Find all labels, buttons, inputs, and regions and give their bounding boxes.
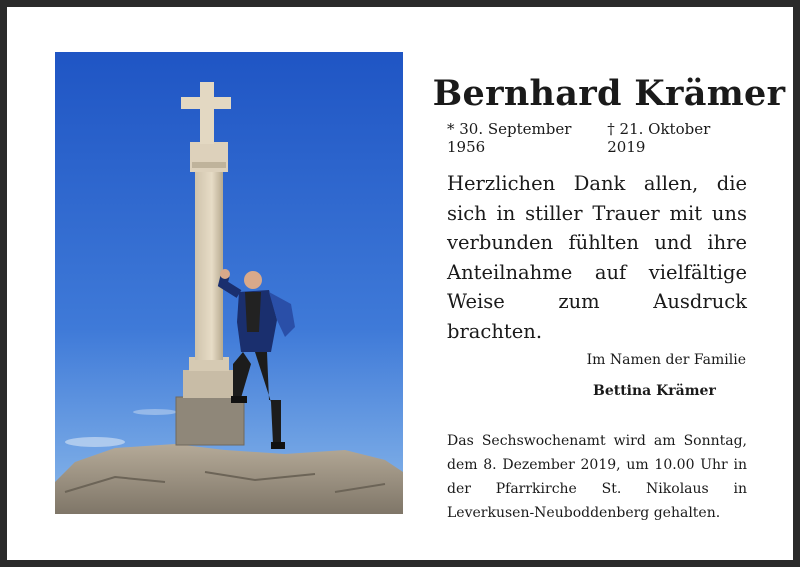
death-date: † 21. Oktober 2019 <box>607 120 711 156</box>
obituary-card <box>7 7 793 560</box>
cross-column <box>195 170 223 360</box>
cross <box>200 82 214 144</box>
signer-name: Bettina Krämer <box>593 383 716 399</box>
cross-pedestal <box>176 397 244 445</box>
life-dates <box>447 120 747 156</box>
thanks-text: Herzlichen Dank allen, die sich in stiller Trauer mit uns verbunden fühlten und ihre Anteilnahme auf vielfältige Weise zum Ausdruck brachten. <box>447 172 747 343</box>
family-line: Im Namen der Familie <box>586 352 746 368</box>
deceased-name: Bernhard Krämer <box>432 73 786 114</box>
birth-date: * 30. September 1956 <box>447 120 572 156</box>
memorial-photo <box>55 52 403 514</box>
service-notice: Das Sechswochenamt wird am Sonntag, dem 8. Dezember 2019, um 10.00 Uhr in der Pfarrkirche St. Nikolaus in Leverkusen-Neuboddenberg gehalten. <box>447 433 747 521</box>
